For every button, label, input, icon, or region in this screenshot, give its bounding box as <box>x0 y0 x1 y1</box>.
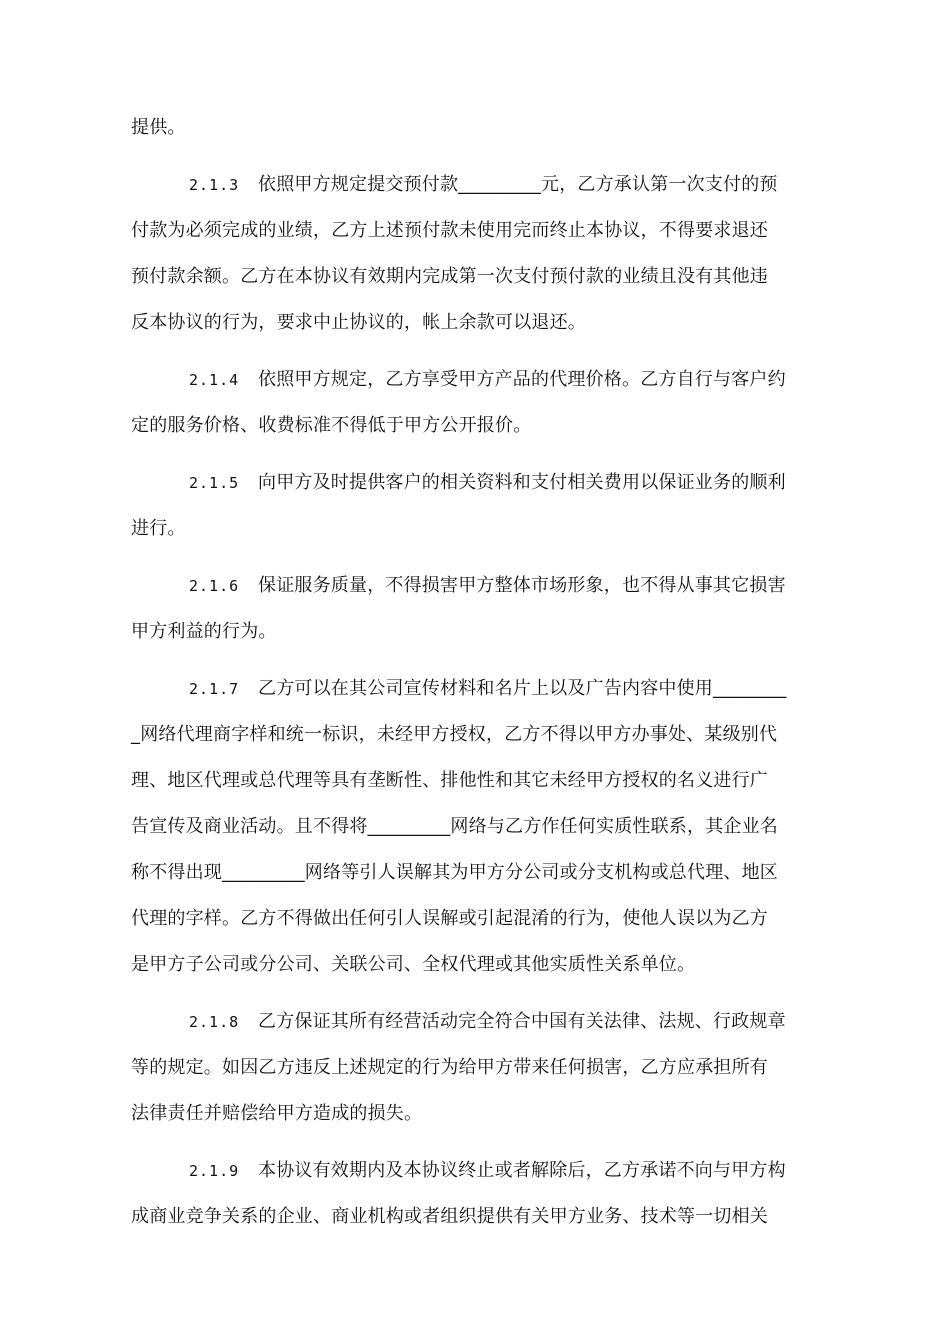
clause-2-1-4 <box>131 357 821 449</box>
line-text: 理、地区代理或总代理等具有垄断性、排他性和其它未经甲方授权的名义进行广 <box>131 770 768 791</box>
line-text: 乙方保证其所有经营活动完全符合中国有关法律、法规、行政规章 <box>258 1011 786 1032</box>
clause-number: 2.1.6 <box>189 577 240 595</box>
clause-2-1-6 <box>131 563 821 655</box>
text-line <box>131 712 821 758</box>
clause-2-1-7 <box>131 666 821 988</box>
text-line <box>131 609 821 655</box>
clause-2-1-8 <box>131 999 821 1137</box>
text-line <box>131 357 821 403</box>
text-line <box>131 1091 821 1137</box>
clause-number: 2.1.8 <box>189 1013 240 1031</box>
clause-2-1-5 <box>131 460 821 552</box>
text-line <box>131 506 821 552</box>
text-line <box>131 804 821 850</box>
text-line <box>131 942 821 988</box>
line-text: 成商业竞争关系的企业、商业机构或者组织提供有关甲方业务、技术等一切相关 <box>131 1206 768 1227</box>
line-text: 告宣传及商业活动。且不得将_________网络与乙方作任何实质性联系，其企业名 <box>131 816 778 837</box>
line-text: 预付款余额。乙方在本协议有效期内完成第一次支付预付款的业绩且没有其他违 <box>131 266 768 287</box>
line-text: 是甲方子公司或分公司、关联公司、全权代理或其他实质性关系单位。 <box>131 954 696 975</box>
line-text: 乙方可以在其公司宣传材料和名片上以及广告内容中使用________ <box>258 678 787 699</box>
text-line <box>131 1194 821 1240</box>
line-text: 保证服务质量，不得损害甲方整体市场形象，也不得从事其它损害 <box>258 575 786 596</box>
text-line <box>131 850 821 896</box>
text-line <box>131 1045 821 1091</box>
line-text: 甲方利益的行为。 <box>131 621 277 642</box>
clause-number: 2.1.3 <box>189 176 240 194</box>
line-text: _网络代理商字样和统一标识，未经甲方授权，乙方不得以甲方办事处、某级别代 <box>131 724 778 745</box>
line-text: 反本协议的行为，要求中止协议的，帐上余款可以退还。 <box>131 312 586 333</box>
clause-number: 2.1.4 <box>189 371 240 389</box>
document-body <box>131 105 821 1240</box>
paragraph-fragment <box>131 105 821 151</box>
text-line <box>131 460 821 506</box>
text-line <box>131 208 821 254</box>
clause-number: 2.1.5 <box>189 474 240 492</box>
line-text: 向甲方及时提供客户的相关资料和支付相关费用以保证业务的顺利 <box>258 472 786 493</box>
text-line <box>131 896 821 942</box>
text-line <box>131 999 821 1045</box>
clause-number: 2.1.7 <box>189 680 240 698</box>
text-line <box>131 300 821 346</box>
line-text: 等的规定。如因乙方违反上述规定的行为给甲方带来任何损害，乙方应承担所有 <box>131 1057 768 1078</box>
line-text: 代理的字样。乙方不得做出任何引人误解或引起混淆的行为，使他人误以为乙方 <box>131 908 768 929</box>
text-line <box>131 758 821 804</box>
line-text: 提供。 <box>131 117 186 138</box>
line-text: 依照甲方规定，乙方享受甲方产品的代理价格。乙方自行与客户约 <box>258 369 786 390</box>
text-line <box>131 666 821 712</box>
text-line <box>131 1148 821 1194</box>
text-line <box>131 105 821 151</box>
clause-2-1-3 <box>131 162 821 346</box>
line-text: 依照甲方规定提交预付款_________元，乙方承认第一次支付的预 <box>258 174 778 195</box>
line-text: 法律责任并赔偿给甲方造成的损失。 <box>131 1103 423 1124</box>
line-text: 付款为必须完成的业绩，乙方上述预付款未使用完而终止本协议，不得要求退还 <box>131 220 768 241</box>
text-line <box>131 403 821 449</box>
clause-2-1-9 <box>131 1148 821 1240</box>
text-line <box>131 563 821 609</box>
clause-number: 2.1.9 <box>189 1162 240 1180</box>
text-line <box>131 162 821 208</box>
line-text: 定的服务价格、收费标准不得低于甲方公开报价。 <box>131 415 532 436</box>
line-text: 进行。 <box>131 518 186 539</box>
line-text: 称不得出现_________网络等引人误解其为甲方分公司或分支机构或总代理、地区 <box>131 862 778 883</box>
line-text: 本协议有效期内及本协议终止或者解除后，乙方承诺不向与甲方构 <box>258 1160 786 1181</box>
text-line <box>131 254 821 300</box>
